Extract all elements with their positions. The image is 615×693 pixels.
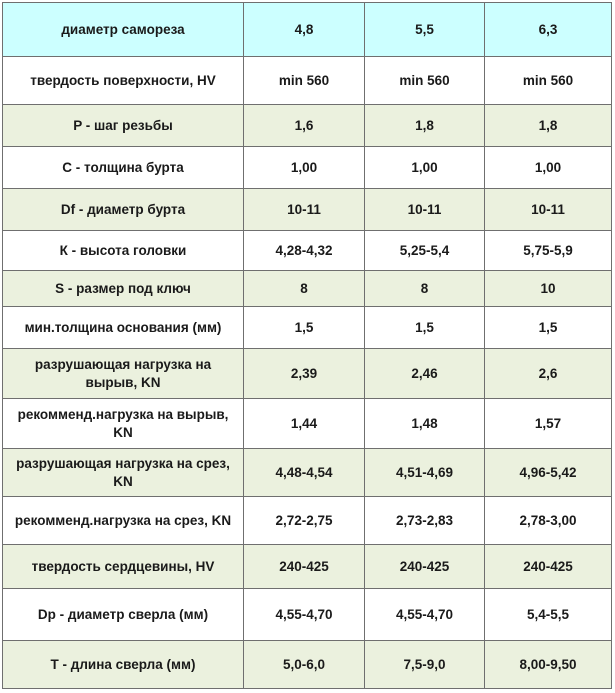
parameter-label: Df - диаметр бурта [3,189,244,231]
value-cell-size-5-5: 1,48 [365,399,485,449]
value-cell-size-6-3: 1,5 [485,307,612,349]
value-cell-size-6-3: 1,8 [485,105,612,147]
value-cell-size-4-8: 2,39 [244,349,365,399]
value-cell-size-4-8: 10-11 [244,189,365,231]
value-cell-size-5-5: 240-425 [365,545,485,589]
value-cell-size-4-8: 240-425 [244,545,365,589]
value-cell-size-5-5: 7,5-9,0 [365,641,485,689]
value-cell-size-4-8: 1,5 [244,307,365,349]
table-row [3,57,612,105]
table-row [3,231,612,271]
header-cell-size-6-3: 6,3 [485,3,612,57]
value-cell-size-6-3: 4,96-5,42 [485,449,612,497]
value-cell-size-4-8: 2,72-2,75 [244,497,365,545]
value-cell-size-6-3: 5,75-5,9 [485,231,612,271]
table-row [3,545,612,589]
header-cell-size-4-8: 4,8 [244,3,365,57]
table-row [3,641,612,689]
table-row [3,497,612,545]
value-cell-size-6-3: 10 [485,271,612,307]
table-row [3,589,612,641]
value-cell-size-6-3: 5,4-5,5 [485,589,612,641]
parameter-label: К - высота головки [3,231,244,271]
value-cell-size-5-5: 2,46 [365,349,485,399]
parameter-label: разрушающая нагрузка на вырыв, KN [3,349,244,399]
value-cell-size-4-8: 4,48-4,54 [244,449,365,497]
specs-table [2,2,612,689]
parameter-label: разрушающая нагрузка на срез, KN [3,449,244,497]
table-row [3,307,612,349]
parameter-label: твердость поверхности, HV [3,57,244,105]
parameter-label: рекомменд.нагрузка на срез, KN [3,497,244,545]
value-cell-size-4-8: 8 [244,271,365,307]
value-cell-size-4-8: 1,6 [244,105,365,147]
parameter-label: S - размер под ключ [3,271,244,307]
value-cell-size-4-8: 4,28-4,32 [244,231,365,271]
value-cell-size-4-8: 1,44 [244,399,365,449]
parameter-label: Dp - диаметр сверла (мм) [3,589,244,641]
value-cell-size-6-3: min 560 [485,57,612,105]
value-cell-size-5-5: 1,00 [365,147,485,189]
value-cell-size-5-5: 4,55-4,70 [365,589,485,641]
table-row [3,449,612,497]
parameter-label: рекомменд.нагрузка на вырыв, KN [3,399,244,449]
value-cell-size-4-8: 1,00 [244,147,365,189]
table-row [3,349,612,399]
specs-table-body [3,3,612,689]
parameter-label: твердость сердцевины, HV [3,545,244,589]
value-cell-size-5-5: 5,25-5,4 [365,231,485,271]
table-row [3,189,612,231]
value-cell-size-6-3: 240-425 [485,545,612,589]
value-cell-size-5-5: 1,8 [365,105,485,147]
value-cell-size-6-3: 1,57 [485,399,612,449]
header-cell-size-5-5: 5,5 [365,3,485,57]
table-row [3,147,612,189]
value-cell-size-4-8: min 560 [244,57,365,105]
value-cell-size-5-5: 10-11 [365,189,485,231]
value-cell-size-5-5: 1,5 [365,307,485,349]
parameter-label: мин.толщина основания (мм) [3,307,244,349]
header-cell-parameter: диаметр самореза [3,3,244,57]
value-cell-size-5-5: min 560 [365,57,485,105]
header-row [3,3,612,57]
value-cell-size-4-8: 4,55-4,70 [244,589,365,641]
value-cell-size-6-3: 2,78-3,00 [485,497,612,545]
table-row [3,105,612,147]
parameter-label: С - толщина бурта [3,147,244,189]
value-cell-size-6-3: 10-11 [485,189,612,231]
value-cell-size-6-3: 1,00 [485,147,612,189]
table-row [3,271,612,307]
value-cell-size-6-3: 8,00-9,50 [485,641,612,689]
table-row [3,399,612,449]
value-cell-size-6-3: 2,6 [485,349,612,399]
parameter-label: Т - длина сверла (мм) [3,641,244,689]
parameter-label: P - шаг резьбы [3,105,244,147]
value-cell-size-5-5: 4,51-4,69 [365,449,485,497]
value-cell-size-4-8: 5,0-6,0 [244,641,365,689]
value-cell-size-5-5: 8 [365,271,485,307]
value-cell-size-5-5: 2,73-2,83 [365,497,485,545]
